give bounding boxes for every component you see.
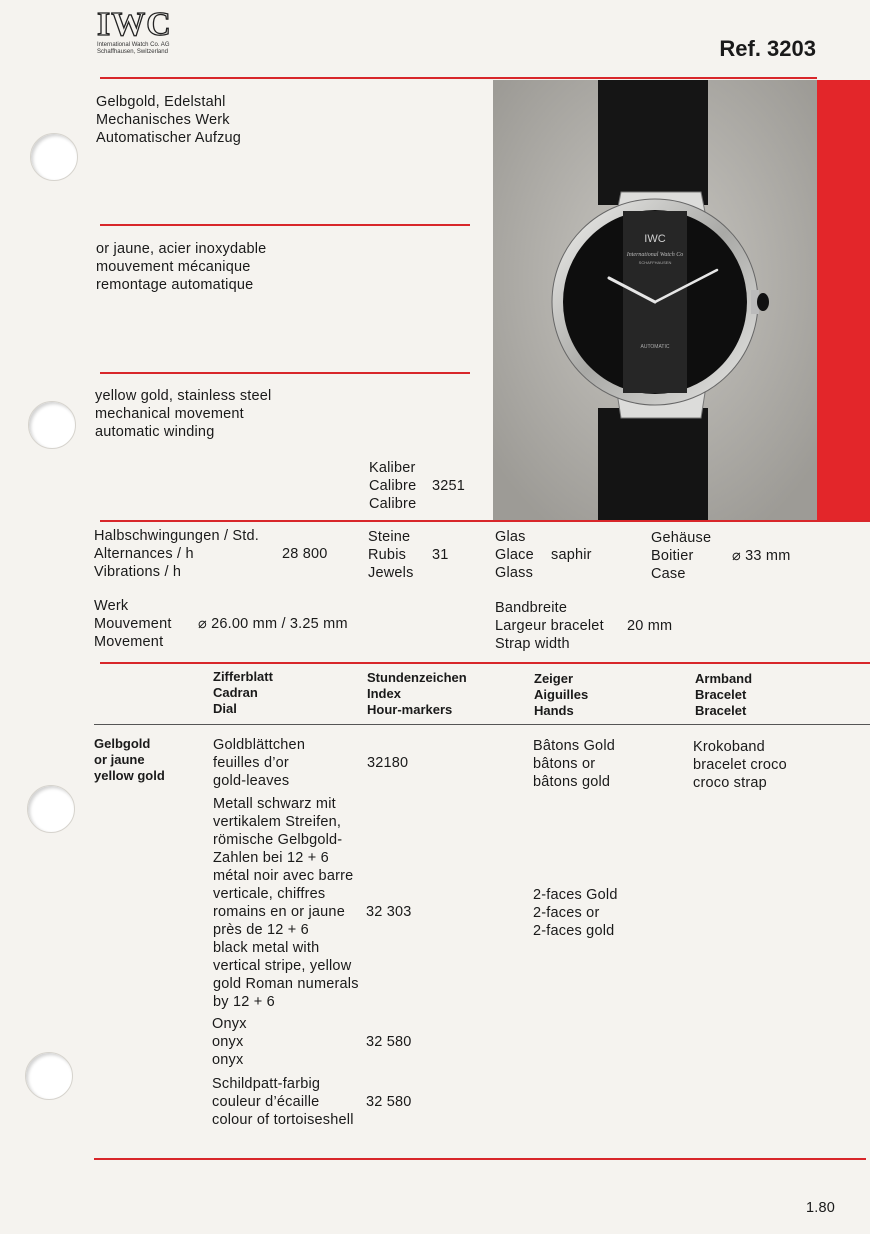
company-name: International Watch Co. AG (97, 42, 170, 48)
header-strap-en: Bracelet (695, 703, 747, 718)
dial-4-code: 32 580 (366, 1094, 412, 1110)
glass-label-en: Glass (495, 565, 534, 581)
dial-2-line-5: métal noir avec barre (213, 868, 354, 884)
hands-2-line-3: 2-faces gold (533, 923, 615, 939)
vibrations-label-en: Vibrations / h (94, 564, 182, 580)
dial-3-line-2: onyx (212, 1034, 244, 1050)
description-en-3: automatic winding (95, 424, 215, 440)
vibrations-label-de: Halbschwingungen / Std. (94, 528, 260, 544)
dial-2-line-4: Zahlen bei 12 + 6 (213, 850, 329, 866)
strap-line-3: croco strap (693, 775, 767, 791)
dial-2-line-1: Metall schwarz mit (213, 796, 336, 812)
calibre-label-de: Kaliber (369, 460, 416, 476)
description-en-1: yellow gold, stainless steel (95, 388, 272, 404)
case-label-fr: Boitier (651, 548, 694, 564)
page-number: 1.80 (806, 1200, 836, 1216)
jewels-label-fr: Rubis (368, 547, 407, 563)
jewels-label-en: Jewels (368, 565, 414, 581)
glass-label-de: Glas (495, 529, 526, 545)
logo-wordmark: IWC (97, 6, 172, 43)
red-tab (817, 80, 870, 522)
header-index-en: Hour-markers (367, 702, 453, 717)
dial-1-line-1: Goldblättchen (213, 737, 306, 753)
dial-3-code: 32 580 (366, 1034, 412, 1050)
glass-label-fr: Glace (495, 547, 534, 563)
header-hands-de: Zeiger (534, 671, 574, 686)
dial-2-line-6: verticale, chiffres (213, 886, 326, 902)
dial-4-line-1: Schildpatt-farbig (212, 1076, 321, 1092)
case-label-en: Case (651, 566, 686, 582)
strap-width-value: 20 mm (627, 618, 673, 634)
description-de-2: Mechanisches Werk (96, 112, 230, 128)
watch-photo (493, 80, 817, 520)
hands-1-line-1: Bâtons Gold (533, 738, 615, 754)
binder-hole-3 (27, 785, 75, 833)
strap-width-label-fr: Largeur bracelet (495, 618, 604, 634)
header-dial-fr: Cadran (213, 685, 258, 700)
iwc-logo (97, 8, 172, 56)
hands-2-line-1: 2-faces Gold (533, 887, 618, 903)
table-top-rule (100, 662, 870, 664)
header-dial-en: Dial (213, 701, 237, 716)
dial-2-line-3: römische Gelbgold- (213, 832, 343, 848)
calibre-value: 3251 (432, 478, 466, 494)
dial-script: International Watch Co (626, 252, 684, 258)
description-fr-2: mouvement mécanique (96, 259, 251, 275)
strap-top (598, 80, 708, 205)
dial-2-line-2: vertikalem Streifen, (213, 814, 342, 830)
strap-width-label-de: Bandbreite (495, 600, 568, 616)
movement-label-fr: Mouvement (94, 616, 172, 632)
dial-bottom: AUTOMATIC (640, 344, 670, 350)
material-fr: or jaune (94, 752, 145, 767)
description-de-1: Gelbgold, Edelstahl (96, 94, 226, 110)
description-fr-3: remontage automatique (96, 277, 254, 293)
header-strap-de: Armband (695, 671, 753, 686)
dial-3-line-1: Onyx (212, 1016, 247, 1032)
reference-number: Ref. 3203 (719, 36, 816, 61)
material-de: Gelbgold (94, 736, 151, 751)
header-strap-fr: Bracelet (695, 687, 747, 702)
table-header-rule (94, 724, 870, 725)
header-index-de: Stundenzeichen (367, 670, 467, 685)
strap-line-1: Krokoband (693, 739, 765, 755)
movement-label-en: Movement (94, 634, 164, 650)
movement-label-de: Werk (94, 598, 129, 614)
case-value: ⌀ 33 mm (732, 548, 791, 564)
movement-value: ⌀ 26.00 mm / 3.25 mm (198, 616, 348, 632)
calibre-label-en: Calibre (369, 496, 417, 512)
binder-hole-4 (25, 1052, 73, 1100)
specs-rule (100, 520, 870, 522)
company-address: Schaffhausen, Switzerland (97, 49, 168, 55)
dial-logo: IWC (644, 233, 666, 245)
material-en: yellow gold (94, 768, 165, 783)
dial-2-line-9: black metal with (213, 940, 320, 956)
dial-1-line-3: gold-leaves (213, 773, 290, 789)
dial-1-line-2: feuilles d’or (213, 755, 289, 771)
strap-bottom (598, 408, 708, 520)
hands-1-line-2: bâtons or (533, 756, 596, 772)
dial-1-code: 32180 (367, 755, 409, 771)
strap-line-2: bracelet croco (693, 757, 787, 773)
bottom-rule (94, 1158, 866, 1160)
description-en-2: mechanical movement (95, 406, 244, 422)
header-index-fr: Index (367, 686, 401, 701)
strap-width-label-en: Strap width (495, 636, 570, 652)
binder-hole-2 (28, 401, 76, 449)
jewels-value: 31 (432, 547, 449, 563)
header-dial-de: Zifferblatt (213, 669, 273, 684)
dial-2-line-11: gold Roman numerals (213, 976, 359, 992)
dial-4-line-3: colour of tortoiseshell (212, 1112, 354, 1128)
dial-2-code: 32 303 (366, 904, 412, 920)
vibrations-label-fr: Alternances / h (94, 546, 194, 562)
dial-2-line-10: vertical stripe, yellow (213, 958, 352, 974)
vibrations-value: 28 800 (282, 546, 328, 562)
rule-fr (100, 372, 470, 374)
dial-3-line-3: onyx (212, 1052, 244, 1068)
header-hands-fr: Aiguilles (534, 687, 589, 702)
hands-2-line-2: 2-faces or (533, 905, 600, 921)
top-rule (100, 77, 817, 79)
dial-2-line-12: by 12 + 6 (213, 994, 275, 1010)
dial-2-line-8: près de 12 + 6 (213, 922, 309, 938)
binder-hole-1 (30, 133, 78, 181)
description-fr-1: or jaune, acier inoxydable (96, 241, 267, 257)
header-hands-en: Hands (534, 703, 574, 718)
dial-4-line-2: couleur d’écaille (212, 1094, 320, 1110)
description-de-3: Automatischer Aufzug (96, 130, 242, 146)
calibre-label-fr: Calibre (369, 478, 417, 494)
hands-1-line-3: bâtons gold (533, 774, 611, 790)
jewels-label-de: Steine (368, 529, 411, 545)
rule-de (100, 224, 470, 226)
glass-value: saphir (551, 547, 592, 563)
dial-city: SCHAFFHAUSEN (638, 260, 672, 265)
case-label-de: Gehäuse (651, 530, 712, 546)
dial-2-line-7: romains en or jaune (213, 904, 345, 920)
